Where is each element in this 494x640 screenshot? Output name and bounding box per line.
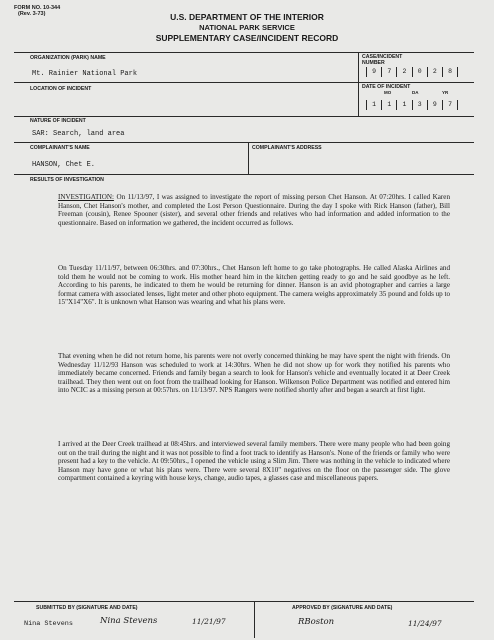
complainant-name-value: HANSON, Chet E. <box>32 161 96 169</box>
approved-by-label: APPROVED BY (SIGNATURE AND DATE) <box>292 605 393 611</box>
case-digit: 8 <box>443 67 458 77</box>
submitted-name: Nina Stevens <box>24 620 73 628</box>
organization-value: Mt. Rainier National Park <box>32 70 138 78</box>
date-year-label: YR <box>442 90 449 95</box>
case-digit: 9 <box>366 67 382 77</box>
date-digit: 1 <box>366 100 382 110</box>
approved-signature: RBoston <box>298 617 335 627</box>
rule-complainant <box>14 174 474 175</box>
narrative-paragraph-1 <box>58 193 450 227</box>
date-label: DATE OF INCIDENT <box>362 84 411 90</box>
form-revision: (Rev. 3-73) <box>18 11 46 17</box>
results-label: RESULTS OF INVESTIGATION <box>30 177 104 183</box>
case-digit: 2 <box>428 67 443 77</box>
nature-label: NATURE OF INCIDENT <box>30 118 86 124</box>
organization-label: ORGANIZATION (PARK) NAME <box>30 55 106 61</box>
submitted-signature: Nina Stevens <box>100 616 158 626</box>
form-number: FORM NO. 10-344 <box>14 5 61 11</box>
case-digit: 7 <box>382 67 397 77</box>
narrative-paragraph-3: That evening when he did not return home, his parents were not overly concerned thinking he may have spent the night with friends. On Wednesday 11/12/93 Hanson was scheduled to work at 14:30hrs. When he did not show up for work they notified his parents who immediately became concerned. Friends and family began a search to look for Hanson's vehicle and eventually located it at Deer Creek trailhead. They then went out on foot from the trailhead looking for Hanson. Wilkenson Police Department was notified and entered him into NCIC as a missing person at 00:57hrs. on 11/13/97. NPS Rangers were notified shortly after and began a search at first light. <box>58 352 450 395</box>
location-label: LOCATION OF INCIDENT <box>30 86 92 92</box>
rule-footer <box>14 601 474 602</box>
narrative-p1-text: On 11/13/97, I was assigned to investigate the report of missing person Chet Hanson. At 07:20hrs. I called Karen Hanson, Chet Hanson's mother, and completed the Lost Person Questionnaire. During the day I spoke with Rick Hanson (father), Bill Freeman (cousin), Renee Spooner (sister), and several other friends and relatives who had information and added information to the questionnaire. Based on information we gathered, the incident occurred as follows. <box>58 193 450 227</box>
date-month-label: MO <box>384 90 392 95</box>
date-day-label: DA <box>412 90 419 95</box>
rule-top <box>14 52 474 53</box>
department-heading: U.S. DEPARTMENT OF THE INTERIOR <box>170 12 324 22</box>
date-digit: 1 <box>397 100 412 110</box>
narrative-paragraph-4: I arrived at the Deer Creek trailhead at 08:45hrs. and interviewed several family members. There were many people who had been going out on the trail during the night and it was not possible to find a foot track to identify as Hanson's. None of the friends or family who were present had a key to the vehicle. At 09:50hrs., I opened the vehicle using a Slim Jim. There was nothing in the vehicle to indicated where Hanson may have gone or what his plans were. There were several 8X10" negatives on the floor on the passenger side. The glove compartment contained a keyring with house keys, change, audio tapes, a glasses case and miscellaneous papers. <box>58 440 450 483</box>
date-digit: 3 <box>413 100 428 110</box>
complainant-name-label: COMPLAINANT'S NAME <box>30 145 90 151</box>
case-number-label-text: CASE/INCIDENT NUMBER <box>362 54 403 66</box>
submitted-by-label: SUBMITTED BY (SIGNATURE AND DATE) <box>36 605 138 611</box>
case-number-label <box>362 54 404 66</box>
case-digit: 0 <box>413 67 428 77</box>
submitted-date: 11/21/97 <box>192 617 226 626</box>
case-number-boxes <box>366 67 458 77</box>
complainant-address-label: COMPLAINANT'S ADDRESS <box>252 145 322 151</box>
date-digit: 1 <box>382 100 397 110</box>
rule-right-col <box>358 52 359 116</box>
rule-org <box>14 82 474 83</box>
date-digit: 7 <box>443 100 458 110</box>
approved-date: 11/24/97 <box>408 619 442 628</box>
service-heading: NATIONAL PARK SERVICE <box>199 23 295 32</box>
rule-footer-col <box>254 601 255 638</box>
form-title: SUPPLEMENTARY CASE/INCIDENT RECORD <box>155 33 339 43</box>
date-digit: 9 <box>428 100 443 110</box>
date-boxes <box>366 100 458 110</box>
nature-value: SAR: Search, land area <box>32 130 125 138</box>
investigation-heading: INVESTIGATION: <box>58 193 114 201</box>
rule-location <box>14 116 474 117</box>
narrative-paragraph-2: On Tuesday 11/11/97, between 06:30hrs. and 07:30hrs., Chet Hanson left home to go take photographs. He called Alaska Airlines and told them he would not be coming to work. His mother heard him in the kitchen getting ready to go and he said goodbye as he left. According to his parents, he indicated to them he would be returning for dinner. Hanson is an avid photographer and carries a large format camera with associated lenses, light meter and other photo equipment. The camera weighs approximately 35 pound and folds up to 15"X14"X6". It is unknown what Hanson was wearing and what his plans were. <box>58 264 450 307</box>
case-digit: 2 <box>397 67 412 77</box>
rule-complainant-col <box>248 142 249 174</box>
rule-nature <box>14 142 474 143</box>
